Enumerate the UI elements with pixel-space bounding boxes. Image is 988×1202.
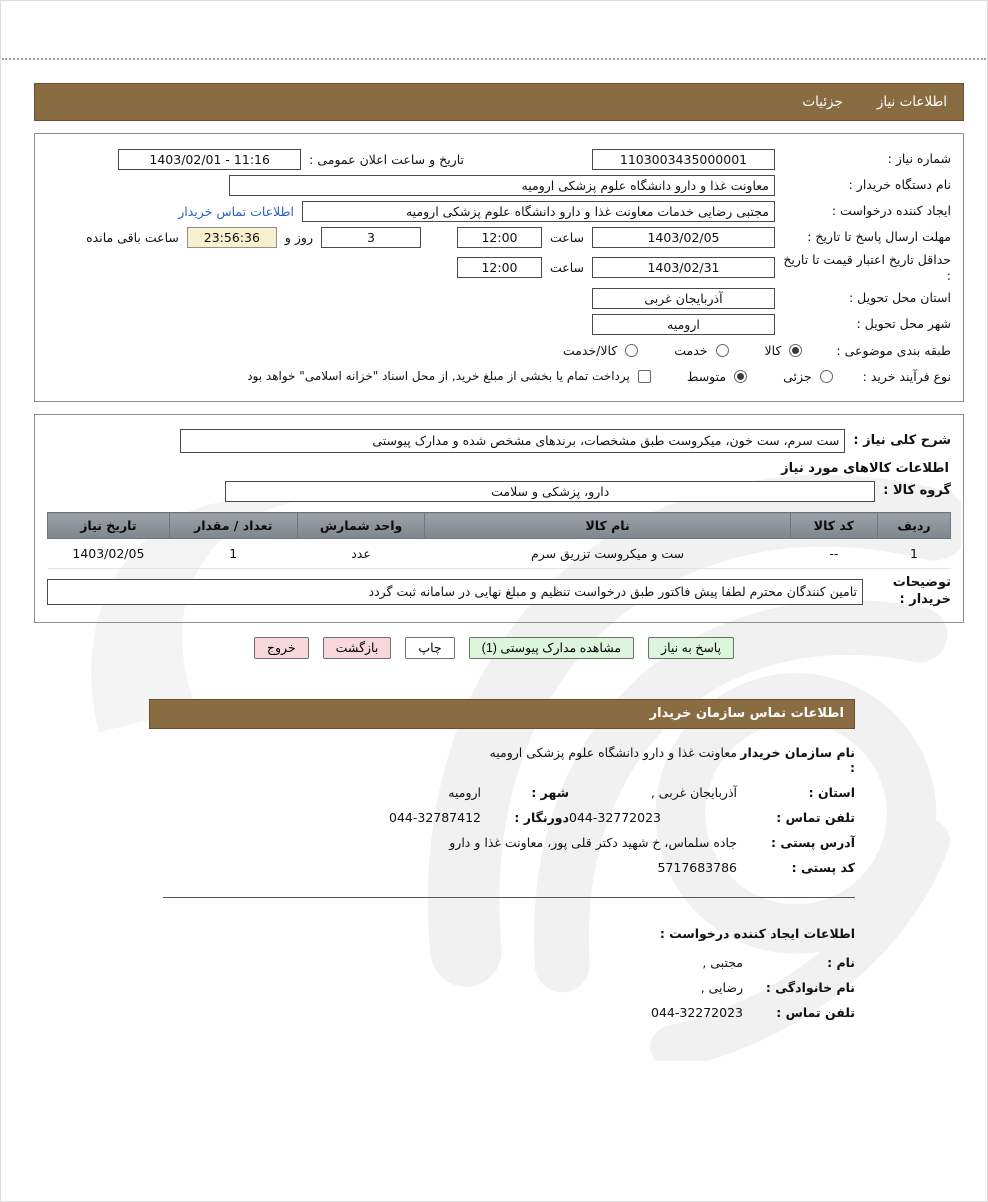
creator-family-value: رضایی , — [700, 979, 743, 995]
contact-fax-value: 044-32787412 — [389, 809, 481, 825]
need-desc-label: شرح کلی نیاز : — [853, 433, 951, 449]
col-row-number: ردیف — [877, 513, 950, 539]
items-table-header-row — [48, 513, 951, 539]
deadline-label: مهلت ارسال پاسخ تا تاریخ : — [807, 229, 951, 245]
countdown-timer: 23:56:36 — [187, 227, 277, 248]
request-creator-field[interactable]: مجتبی رضایی خدمات معاونت غذا و دارو دانشگاه علوم پزشکی ارومیه — [302, 201, 775, 222]
section-divider — [163, 897, 855, 898]
delivery-city-row — [47, 313, 951, 335]
contact-address-value: جاده سلماس، خ شهید دکتر قلی پور، معاونت غذا و دارو — [449, 834, 737, 850]
contact-section-header — [149, 699, 855, 729]
col-goods-code: کد کالا — [790, 513, 877, 539]
delivery-province-field[interactable]: آذربایجان غربی — [592, 288, 775, 309]
classification-radio-both[interactable] — [625, 344, 638, 357]
days-label: روز و — [284, 229, 313, 245]
creator-name-row — [149, 955, 855, 970]
tab-details[interactable]: جزئیات — [802, 94, 843, 110]
need-number-label: شماره نیاز : — [887, 151, 951, 167]
remaining-hours-label: ساعت باقی مانده — [86, 229, 179, 245]
contact-phone-label: تلفن تماس : — [776, 809, 855, 825]
remaining-days-field[interactable]: 3 — [321, 227, 421, 248]
contact-details — [149, 745, 855, 1020]
announce-datetime-field[interactable]: 1403/02/01 - 11:16 — [118, 149, 301, 170]
respond-button[interactable]: پاسخ به نیاز — [648, 637, 734, 659]
process-medium-label: متوسط — [686, 368, 727, 384]
contact-city-value: ارومیه — [448, 784, 481, 800]
exit-button[interactable]: خروج — [254, 637, 309, 659]
tab-bar — [34, 83, 964, 121]
cell-goods-name: ست و میکروست تزریق سرم — [425, 539, 790, 569]
contact-phone-row — [149, 810, 855, 825]
classification-label: طبقه بندی موضوعی : — [836, 342, 951, 358]
back-button[interactable]: بازگشت — [323, 637, 392, 659]
buyer-contact-link[interactable]: اطلاعات تماس خریدار — [178, 203, 294, 219]
creator-family-label: نام خانوادگی : — [765, 979, 855, 995]
contact-org-row — [149, 745, 855, 775]
validity-hour-label: ساعت — [549, 260, 584, 276]
creator-phone-label: تلفن تماس : — [776, 1004, 855, 1020]
items-table — [47, 512, 951, 569]
creator-name-value: مجتبی , — [702, 954, 743, 970]
deadline-time-field[interactable]: 12:00 — [457, 227, 542, 248]
request-creator-label: ایجاد کننده درخواست : — [831, 203, 951, 219]
delivery-city-label: شهر محل تحویل : — [856, 316, 951, 332]
contact-province-value: آذربایجان غربی , — [650, 784, 737, 800]
creator-phone-value: 044-32272023 — [651, 1004, 743, 1020]
goods-group-field[interactable]: دارو، پزشکی و سلامت — [225, 481, 875, 502]
buyer-org-row — [47, 174, 951, 196]
buyer-notes-row — [47, 575, 951, 608]
classification-radio-goods[interactable] — [789, 344, 802, 357]
contact-org-label: نام سازمان خریدار : — [740, 744, 855, 775]
col-need-date: تاریخ نیاز — [48, 513, 170, 539]
col-unit: واحد شمارش — [297, 513, 425, 539]
contact-postal-value: 5717683786 — [657, 859, 737, 875]
process-type-row — [47, 365, 951, 387]
need-desc-field[interactable]: ست سرم، ست خون، میکروست طبق مشخصات، برندهای مشخص شده و مدارک پیوستی — [180, 429, 845, 453]
buyer-org-field[interactable]: معاونت غذا و دارو دانشگاه علوم پزشکی ارومیه — [229, 175, 775, 196]
cell-unit: عدد — [297, 539, 425, 569]
contact-city-label: شهر : — [531, 784, 569, 800]
table-row — [48, 539, 951, 569]
goods-group-row — [47, 480, 951, 502]
contact-address-label: آدرس پستی : — [770, 834, 855, 850]
view-attachments-button[interactable]: مشاهده مدارک پیوستی (1) — [469, 637, 634, 659]
contact-location-row — [149, 785, 855, 800]
deadline-hour-label: ساعت — [549, 229, 584, 245]
cell-row-number: 1 — [877, 539, 950, 569]
classification-service-label: خدمت — [674, 342, 708, 358]
contact-fax-label: دورنگار : — [514, 809, 569, 825]
treasury-checkbox[interactable] — [638, 370, 651, 383]
buyer-notes-field[interactable]: تامین کنندگان محترم لطفا پیش فاکتور طبق درخواست تنظیم و مبلغ نهایی در سامانه ثبت گردد — [47, 579, 863, 605]
classification-row — [47, 339, 951, 361]
request-creator-row — [47, 200, 951, 222]
creator-section-title: اطلاعات ایجاد کننده درخواست : — [659, 925, 855, 941]
goods-group-label: گروه کالا : — [883, 483, 951, 499]
delivery-city-field[interactable]: ارومیه — [592, 314, 775, 335]
cell-goods-code: -- — [790, 539, 877, 569]
print-button[interactable]: چاپ — [405, 637, 454, 659]
need-detail-panel — [34, 414, 964, 623]
contact-postal-label: کد پستی : — [791, 859, 855, 875]
need-desc-row — [47, 429, 951, 453]
validity-time-field[interactable]: 12:00 — [457, 257, 542, 278]
process-radio-medium[interactable] — [734, 370, 747, 383]
creator-name-label: نام : — [827, 954, 855, 970]
delivery-province-label: استان محل تحویل : — [848, 290, 951, 306]
creator-family-row — [149, 980, 855, 995]
contact-postal-row — [149, 860, 855, 875]
contact-phone-value: 044-32772023 — [569, 809, 661, 825]
top-dotted-separator — [2, 1, 986, 60]
creator-phone-row — [149, 1005, 855, 1020]
deadline-row — [47, 226, 951, 248]
process-type-label: نوع فرآیند خرید : — [862, 368, 951, 384]
need-number-row — [47, 148, 951, 170]
tab-need-info[interactable]: اطلاعات نیاز — [876, 94, 947, 110]
process-minor-label: جزئی — [783, 368, 812, 384]
contact-section-title: اطلاعات تماس سازمان خریدار — [649, 706, 844, 722]
need-summary-panel — [34, 133, 964, 402]
classification-goods-label: کالا — [764, 342, 782, 358]
buyer-notes-label: توضیحات خریدار : — [892, 575, 951, 607]
delivery-province-row — [47, 287, 951, 309]
deadline-date-field[interactable]: 1403/02/05 — [592, 227, 775, 248]
items-section-title: اطلاعات کالاهای مورد نیاز — [781, 461, 949, 477]
price-validity-row — [47, 252, 951, 283]
price-validity-label: حداقل تاریخ اعتبار قیمت تا تاریخ : — [783, 252, 951, 283]
action-buttons — [1, 637, 987, 659]
process-radio-minor[interactable] — [820, 370, 833, 383]
contact-address-row — [149, 835, 855, 850]
contact-org-value: معاونت غذا و دارو دانشگاه علوم پزشکی ارومیه — [489, 744, 737, 760]
col-goods-name: نام کالا — [425, 513, 790, 539]
contact-province-label: استان : — [808, 784, 855, 800]
cell-need-date: 1403/02/05 — [48, 539, 170, 569]
buyer-org-label: نام دستگاه خریدار : — [848, 177, 951, 193]
classification-radio-service[interactable] — [716, 344, 729, 357]
treasury-note: پرداخت تمام یا بخشی از مبلغ خرید, از محل اسناد "خزانه اسلامی" خواهد بود — [247, 369, 630, 384]
col-quantity: تعداد / مقدار — [169, 513, 297, 539]
cell-quantity: 1 — [169, 539, 297, 569]
need-number-field[interactable]: 1103003435000001 — [592, 149, 775, 170]
announce-datetime-label: تاریخ و ساعت اعلان عمومی : — [309, 151, 464, 167]
classification-both-label: کالا/خدمت — [562, 342, 618, 358]
validity-date-field[interactable]: 1403/02/31 — [592, 257, 775, 278]
